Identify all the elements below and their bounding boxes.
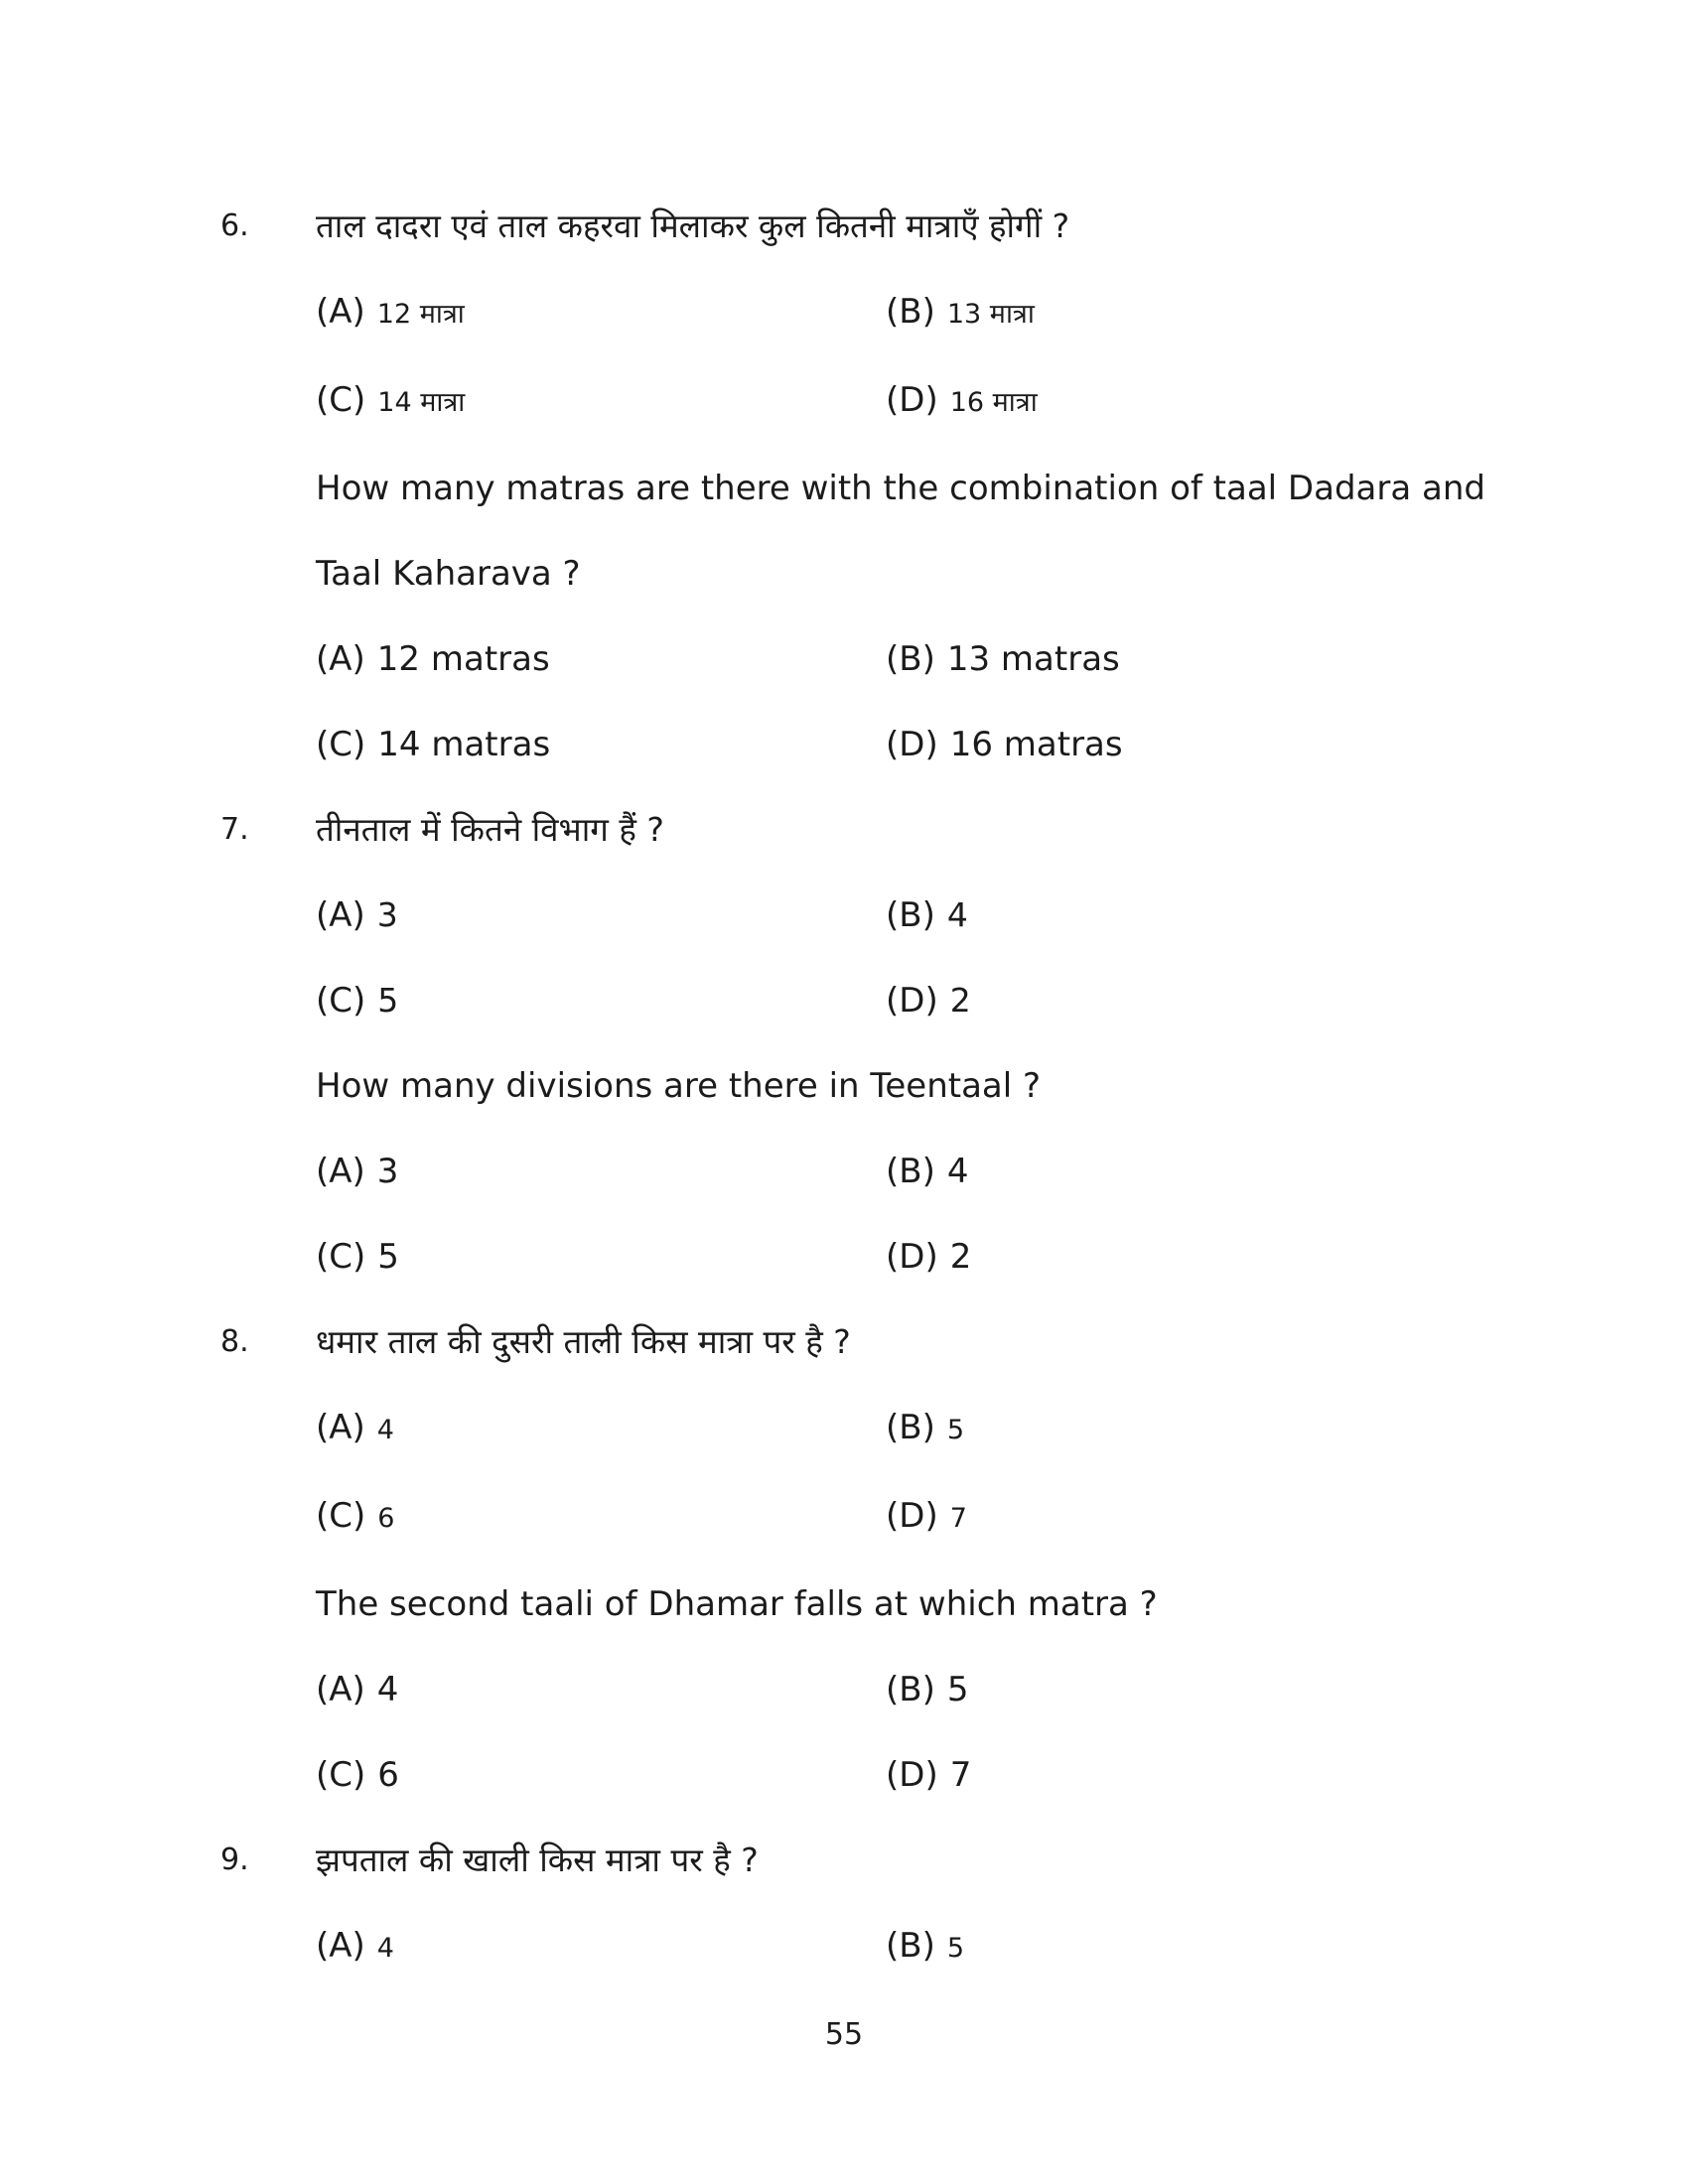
option-letter: (C) [316, 1496, 366, 1536]
option-item [886, 1214, 971, 1299]
question-text-hindi: धमार ताल की दुसरी ताली किस मात्रा पर है ? [316, 1322, 851, 1361]
option-letter: (A) [316, 1926, 365, 1966]
question-text-english: The second taali of Dhamar falls at which matra ? [316, 1584, 1158, 1624]
option-item [886, 1647, 969, 1732]
option-item [316, 702, 886, 787]
option-value: 5 [946, 1670, 969, 1709]
option-item [886, 702, 1123, 787]
option-letter: (D) [886, 981, 938, 1021]
options-row [220, 616, 1648, 702]
option-value: 12 मात्रा [376, 299, 465, 330]
option-item [886, 357, 1038, 446]
option-value: 12 matras [376, 639, 550, 679]
question-text-hindi: झपताल की खाली किस मात्रा पर है ? [316, 1841, 759, 1879]
option-letter: (D) [886, 725, 938, 764]
option-letter: (C) [316, 981, 366, 1021]
option-item [886, 1473, 967, 1562]
option-letter: (B) [886, 1926, 935, 1966]
option-item [886, 1732, 971, 1818]
options-row [220, 1732, 1648, 1818]
options-row [220, 1903, 1648, 1991]
option-letter: (D) [886, 1755, 938, 1795]
question-number: 6. [220, 208, 249, 243]
option-value: 2 [949, 1237, 972, 1277]
option-value: 4 [376, 1933, 394, 1964]
option-letter: (D) [886, 380, 938, 420]
option-value: 14 matras [377, 725, 551, 764]
page-number: 55 [824, 2017, 864, 2052]
option-item [886, 873, 968, 958]
option-letter: (C) [316, 380, 366, 420]
option-letter: (A) [316, 639, 365, 679]
option-value: 3 [376, 1152, 399, 1191]
question-block [220, 787, 1648, 1299]
option-value: 5 [946, 1415, 965, 1445]
option-value: 4 [376, 1670, 399, 1709]
option-value: 7 [949, 1503, 967, 1534]
option-value: 5 [377, 981, 399, 1020]
page-footer [0, 2015, 1688, 2055]
option-item [316, 1385, 886, 1473]
option-item [886, 1903, 964, 1991]
options-row [220, 1473, 1648, 1562]
options-row [220, 1385, 1648, 1473]
option-letter: (A) [316, 895, 365, 935]
option-letter: (C) [316, 1237, 366, 1277]
option-letter: (A) [316, 1408, 365, 1447]
option-value: 14 मात्रा [377, 387, 466, 418]
question-number: 7. [220, 812, 249, 847]
question-text-english: How many divisions are there in Teentaal ? [316, 1066, 1042, 1106]
options-row [220, 269, 1648, 357]
question-text-hindi: तीनताल में कितने विभाग हैं ? [316, 810, 664, 849]
option-value: 16 matras [949, 725, 1123, 764]
question-block [220, 184, 1648, 787]
option-letter: (A) [316, 1670, 365, 1709]
option-letter: (B) [886, 895, 935, 935]
option-letter: (B) [886, 1408, 935, 1447]
option-item [316, 1903, 886, 1991]
options-row [220, 873, 1648, 958]
options-row [220, 1129, 1648, 1214]
option-letter: (C) [316, 1755, 366, 1795]
question-text-english: How many matras are there with the combination of taal Dadara and Taal Kaharava ? [316, 469, 1485, 594]
question-block [220, 1818, 1648, 1991]
option-letter: (D) [886, 1496, 938, 1536]
option-value: 7 [949, 1755, 972, 1795]
option-item [886, 1129, 969, 1214]
option-item [316, 1473, 886, 1562]
option-value: 6 [377, 1503, 395, 1534]
option-value: 16 मात्रा [949, 387, 1038, 418]
option-value: 6 [377, 1755, 399, 1795]
options-row [220, 958, 1648, 1043]
option-letter: (D) [886, 1237, 938, 1277]
option-letter: (B) [886, 1152, 935, 1191]
option-value: 4 [376, 1415, 394, 1445]
option-letter: (B) [886, 1670, 935, 1709]
option-item [316, 1732, 886, 1818]
question-number: 8. [220, 1324, 249, 1359]
question-row-hindi [220, 787, 1648, 873]
question-block [220, 1299, 1648, 1818]
option-letter: (C) [316, 725, 366, 764]
options-row [220, 1214, 1648, 1299]
option-item [316, 1214, 886, 1299]
option-value: 13 मात्रा [946, 299, 1035, 330]
option-item [886, 958, 971, 1043]
options-row [220, 357, 1648, 446]
option-value: 3 [376, 895, 398, 934]
options-row [220, 702, 1648, 787]
option-letter: (B) [886, 639, 935, 679]
option-value: 5 [377, 1237, 399, 1277]
question-number: 9. [220, 1843, 249, 1877]
option-item [316, 1129, 886, 1214]
question-row-hindi [220, 184, 1648, 269]
question-row-hindi [220, 1299, 1648, 1385]
option-letter: (A) [316, 1152, 365, 1191]
option-value: 2 [949, 981, 971, 1020]
option-value: 4 [946, 1152, 969, 1191]
option-item [316, 958, 886, 1043]
option-item [316, 269, 886, 357]
option-item [316, 357, 886, 446]
option-value: 4 [946, 895, 968, 934]
option-item [316, 616, 886, 702]
option-item [886, 616, 1120, 702]
option-item [316, 873, 886, 958]
option-value: 13 matras [946, 639, 1120, 679]
option-item [886, 269, 1035, 357]
question-text-hindi: ताल दादरा एवं ताल कहरवा मिलाकर कुल कितनी मात्राएँ होगीं ? [316, 206, 1070, 245]
options-row [220, 1647, 1648, 1732]
question-row-hindi [220, 1818, 1648, 1903]
option-item [316, 1647, 886, 1732]
option-item [886, 1385, 964, 1473]
option-value: 5 [946, 1933, 965, 1964]
option-letter: (B) [886, 292, 935, 332]
option-letter: (A) [316, 292, 365, 332]
